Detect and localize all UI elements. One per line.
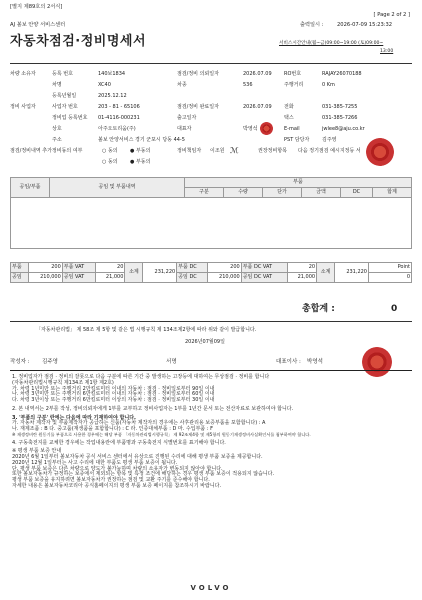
phone: 031-385-7255 [322, 104, 358, 110]
shop-reg-label: 정비업 등록번호 [52, 115, 88, 121]
ro-label: RO번호 [284, 71, 302, 77]
total-value: 0 [391, 304, 398, 314]
dc-subtotal-value: 231,220 [335, 263, 369, 283]
recommend-label: 권장정비항목 [258, 148, 287, 154]
resp: 이조원 [210, 148, 225, 154]
sum-parts-dc-value: 200 [207, 263, 241, 273]
note-line: 1. 정비업자가 점검 · 정비의 잘못으로 다음 구분에 따른 기간 중 발생하는 고장등에 대하여는 무상점검 · 정비를 합니다 [12, 374, 270, 380]
pst: 김주영 [322, 137, 337, 143]
dc-subtotal-label: 소계 [317, 263, 335, 283]
subheader-unit: 단가 [263, 188, 302, 198]
subtotal-label: 소계 [125, 263, 143, 283]
note-line: 2. 본 내역서는 2부를 작성, 정비의뢰자에게 1부를 교부하고 정비사업자는 1부를 1년간 문서 또는 전산자료로 보관하여야 합니다. [12, 405, 294, 412]
note-line: 평생 부품 보증을 유지하려면 볼보자동차가 권장하는 점검 및 교환 주기를 준수해야 합니다. [12, 477, 210, 484]
info-block [10, 68, 412, 176]
reg-date-label: 등록년월일 [52, 93, 77, 99]
seal-bottom [362, 347, 392, 377]
printed-at: 2026-07-09 15:23:32 [337, 22, 393, 28]
sum-parts-vat-label: 부품 VAT [62, 263, 95, 273]
note-line: 3. '부품의 구분' 란에는 다음에 따라 기재하여야 합니다. [12, 414, 136, 421]
document-title: 자동차점검·정비명세서 [10, 34, 147, 49]
vehicle-type: 536 [243, 82, 253, 88]
sum-parts-dc-label: 부품 DC [177, 263, 208, 273]
vehicle-type-label: 차종 [177, 82, 187, 88]
subtotal-value: 231,220 [143, 263, 177, 283]
note-line: 자세한 내용은 볼보자동차코리아 공식홈페이지의 평생 부품 보증 페이지를 참조하시기 바랍니다. [12, 482, 222, 489]
biz-no-label: 사업자 번호 [52, 104, 78, 110]
subheader-amount: 금액 [302, 188, 341, 198]
sum-labor-vat-label: 공임 VAT [62, 273, 95, 283]
note-line: 가. 자동차 제작자 및 부품제작자가 공급하는 신품(자동차 제작자의 경우에는 사후관리용 보증부품을 포함합니다) : A [12, 420, 266, 427]
consent-agree-label: 동의 [107, 148, 118, 154]
reg-date: 2025.12.12 [98, 93, 127, 99]
note-line: 2020년 12월 1일부터는 사고 수리에 대한 부품도 평생 부품 보증이 됩니다. [12, 459, 178, 466]
sum-parts-label: 부품 [11, 263, 29, 273]
subheader-type: 구분 [185, 188, 224, 198]
parts-empty-area [11, 198, 412, 249]
done-date: 2026.07.09 [243, 104, 272, 110]
summary-table [10, 262, 412, 283]
release-label: 출고일자 [177, 115, 197, 121]
col-header-1: 공임/부품 [11, 178, 50, 198]
ceo-label: 대표자 [177, 126, 192, 132]
resp-label: 정비책임자 [177, 148, 202, 154]
sign-hint: 서명 [166, 359, 177, 365]
subheader-qty: 수량 [224, 188, 263, 198]
model-label: 차명 [52, 82, 62, 88]
issue-date: 2026년07월09일 [185, 339, 225, 345]
total-label: 총합계 : [302, 304, 335, 314]
note-line: 4. 구동축전지를 교체한 경우에는 작업내용란에 부품명과 구동축전지 식별번호를 표기해야 합니다. [12, 439, 226, 446]
seal-top [366, 138, 394, 166]
address: 볼보 안양서비스 경기 군포시 당동 44-5 [98, 137, 185, 143]
divider [10, 63, 412, 64]
sum-labor-label: 공임 [11, 273, 29, 283]
sum-labor-vat-value: 21,000 [96, 273, 125, 283]
sum-labor-dc-vat-value: 21,000 [287, 273, 316, 283]
sum-labor-value: 210,000 [29, 273, 63, 283]
ceo: 박영석 [243, 126, 258, 132]
subheader-dc: DC [341, 188, 373, 198]
note-line: 다. 차령 3년이상 또는 주행거리 6만킬로미터 이상의 자동차 : 점검 · 정비일로부터 30일 이내 [12, 397, 215, 403]
reg-no: 140보1834 [98, 71, 126, 77]
printed-label: 출력일시 : [300, 22, 324, 28]
legal-statement: 「자동차관리법」 제 58조 제 5항 및 같은 법 시행규칙 제 134조제2항에 따라 위와 같이 발급합니다. [36, 327, 257, 333]
service-hours: 서비스시간안내(월~금)09:00~19:00 (토)09:00~ [279, 41, 384, 46]
company-label: 상호 [52, 126, 62, 132]
resp-signature: ℳ [230, 146, 239, 155]
mileage: 0 Km [322, 82, 335, 88]
brand-logo: VOLVO [190, 584, 232, 592]
sum-labor-dc-vat-label: 공임 DC VAT [241, 273, 287, 283]
sum-parts-vat-value: 20 [96, 263, 125, 273]
pst-label: PST 담당자 [284, 137, 310, 143]
work-consent-label: 점검/정비내역 추가정비동의 여부 [10, 148, 83, 154]
biz-no: 203 - 81 - 65106 [98, 104, 140, 110]
consent-agree[interactable]: ○ 동의 [102, 148, 118, 154]
consent-agree-2[interactable]: ○ 동의 [102, 159, 118, 165]
done-date-label: 점검/정비 완료일자 [177, 104, 219, 110]
notes [12, 375, 410, 490]
ro-number: RAJAY26070188 [322, 71, 362, 77]
writer-label: 작성자 : [10, 359, 30, 365]
fax-label: 택스 [284, 115, 294, 121]
service-hours-2: 13:00 [380, 49, 394, 54]
request-date: 2026.07.09 [243, 71, 272, 77]
note-line: 나. 차령 3년미만 또는 주행거리 6만킬로미터 이내의 자동차 : 점검 · 정비일로부터 60일 이내 [12, 391, 215, 398]
note-line: 나. 재제조품 : B 다. 중고품(재생품을 포함합니다) : C 라. 인증대체부품 : D 마. 수입부품 : F [12, 426, 213, 432]
company-seal [260, 122, 273, 135]
page-indicator: [ Page 2 of 2 ] [373, 12, 410, 18]
model: XC40 [98, 82, 111, 88]
consent-agree-2-label: 동의 [107, 159, 118, 165]
email-label: E-mail [284, 126, 300, 132]
company: 아주오토리움(주) [98, 126, 136, 132]
note-line: ※ 평생 부품 보증 안내 [12, 448, 62, 455]
recommend-value: 다음 정기점검 예시지정등 서 [298, 148, 361, 154]
sum-labor-dc-value: 210,000 [207, 273, 241, 283]
consent-disagree[interactable]: ● 부동의 [130, 148, 151, 154]
note-line: ※ 재생정비란 원동기를 부품으로 사용한 경우에는 해당 부품 「자동차관리법시행규칙」 제 92조제4항 및 제5항의 원동기재생정비사실확인서를 첨부하여야 합니다. [12, 431, 311, 437]
note-line: (자동차관리법시행규칙 제134조 제1항 제2호) [12, 379, 114, 386]
parts-table [10, 177, 412, 249]
fax: 031-385-7266 [322, 115, 358, 121]
note-line: 또한 볼보자동차가 규정하는 보증에서 제외되는 항목 및 특정 조건에 해당하는 경우 평생 부품 보증이 적용되지 않습니다. [12, 471, 275, 478]
note-line: 2020년 6월 1일부터 볼보자동차 공식 서비스 센터에서 유상으로 진행된 수리에 대해 평생 부품 보증을 제공합니다. [12, 454, 263, 461]
shop-reg: 01-4116-000231 [98, 115, 140, 121]
writer: 김주영 [42, 359, 58, 365]
owner-section-label: 차량 소유자 [10, 71, 36, 77]
rep-label: 대표이사 : [276, 359, 301, 365]
divider-3 [10, 370, 412, 371]
shop-section-label: 정비 사업자 [10, 104, 36, 110]
mileage-label: 주행거리 [284, 82, 304, 88]
col-header-2: 공임 및 부품내역 [50, 178, 185, 198]
address-label: 주소 [52, 137, 62, 143]
rep: 박영석 [307, 359, 323, 365]
point-value: 0 [369, 273, 412, 283]
sum-parts-value: 200 [29, 263, 63, 273]
consent-disagree-label: 부동의 [135, 148, 151, 154]
sum-parts-dc-vat-label: 부품 DC VAT [241, 263, 287, 273]
point-label: Point [369, 263, 412, 273]
form-number: [별지 제89호의 2서식] [10, 4, 63, 10]
sum-labor-dc-label: 공임 DC [177, 273, 208, 283]
consent-disagree-2-label: 부동의 [135, 159, 151, 165]
subheader-total: 합계 [372, 188, 411, 198]
sum-parts-dc-vat-value: 20 [287, 263, 316, 273]
reg-no-label: 등록 번호 [52, 71, 73, 77]
divider-2 [10, 321, 412, 322]
email: jwlee8@aju.co.kr [322, 126, 365, 132]
center-name: AJ 볼보 안양 서비스센터 [10, 22, 66, 28]
phone-label: 전화 [284, 104, 294, 110]
note-line: 단, 평생 부품 보증은 다른 차량으로 양도가 불가능하며 차량의 소유자가 변동되지 않아야 합니다. [12, 465, 223, 472]
col-header-parts: 부품 [185, 178, 412, 188]
request-date-label: 점검/정비 의뢰일자 [177, 71, 219, 77]
note-line: 가. 차령 1년미만 또는 주행거리 2만킬로미터 이내의 자동차 : 점검 · 정비일로부터 90일 이내 [12, 385, 215, 392]
consent-disagree-2[interactable]: ● 부동의 [130, 159, 151, 165]
